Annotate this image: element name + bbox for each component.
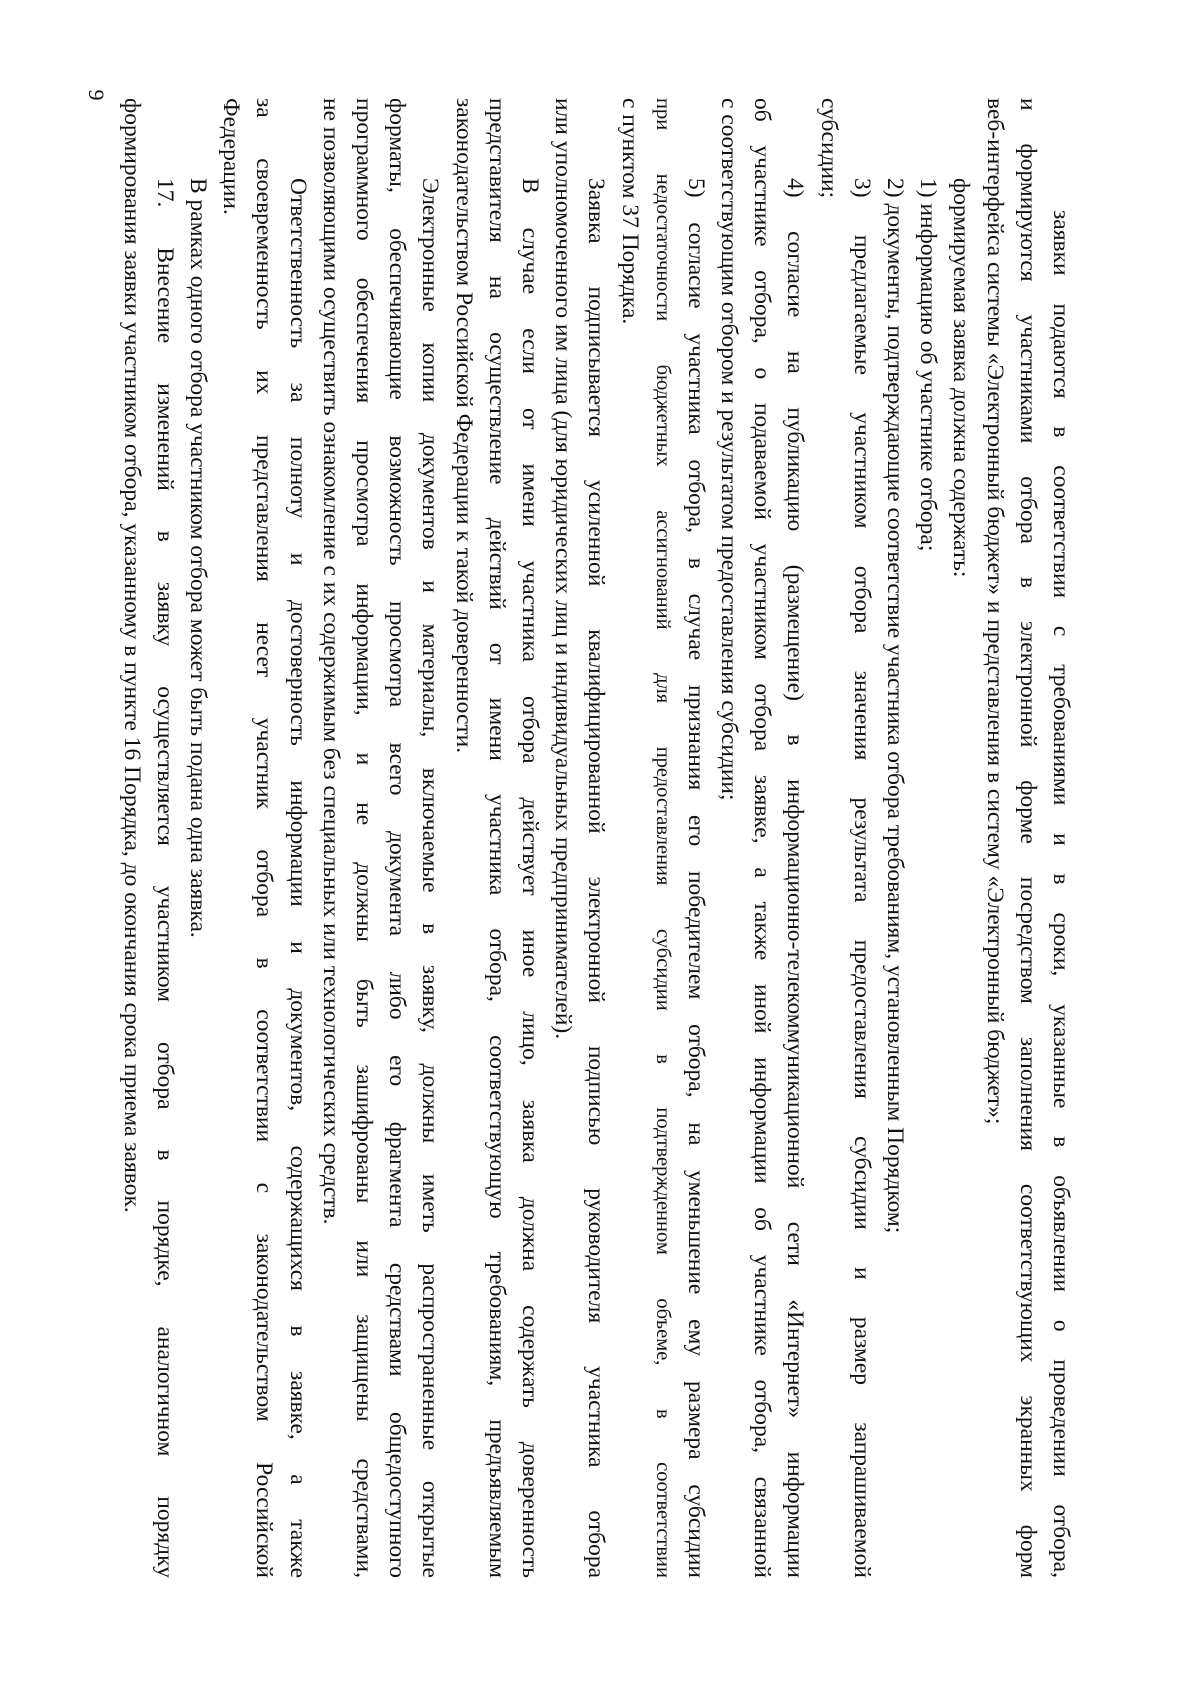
text-line: с пунктом 37 Порядка.: [616, 98, 643, 325]
text-line: за своевременность их представления несет участник отбора в соответствии с законодательством Российской: [251, 98, 278, 1578]
text-line: Заявка подписывается усиленной квалифицированной электронной подписью руководителя участника отбора: [583, 178, 610, 1578]
text-line: 2) документы, подтверждающие соответствие участника отбора требованиям, установленным Порядком;: [882, 178, 909, 1234]
text-line: представителя на осуществление действий от имени участника отбора, соответствующую требованиям, предъявляемым: [483, 98, 510, 1578]
text-line: 4) согласие на публикацию (размещение) в информационно-телекоммуникационной сети «Интернет» информации: [782, 178, 809, 1578]
text-line: заявки подаются в соответствии с требованиями и в сроки, указанные в объявлении о проведении отбора,: [1048, 210, 1074, 1578]
text-line: субсидии;: [815, 98, 842, 199]
text-line: Ответственность за полноту и достоверность информации и документов, содержащихся в заявке, а также: [284, 178, 311, 1578]
page-number: 9: [84, 89, 109, 101]
text-line: об участнике отбора, о подаваемой участником отбора заявке, а также иной информации об участнике отбора, связанной: [749, 98, 776, 1578]
text-line: или уполномоченного им лица (для юридических лиц и индивидуальных предпринимателей).: [550, 98, 577, 1040]
text-line: 5) согласие участника отбора, в случае признания его победителем отбора, на уменьшение ему размера субсидии: [682, 178, 709, 1578]
text-line: при недостаточности бюджетных ассигнований для предоставления субсидии в подтвержденном объеме, в соответствии: [651, 98, 674, 1578]
text-line: Электронные копии документов и материалы, включаемые в заявку, должны иметь распространенные открытые: [417, 178, 444, 1578]
text-line: 1) информацию об участнике отбора;: [915, 178, 942, 552]
text-line: 17. Внесение изменений в заявку осуществляется участником отбора в порядке, аналогичном порядку: [151, 178, 178, 1578]
text-line: веб-интерфейса системы «Электронный бюджет» и представления в систему «Электронный бюджет»;: [981, 98, 1008, 1125]
text-line: законодательством Российской Федерации к такой доверенности.: [450, 98, 477, 754]
document-body: [115, 98, 1077, 1578]
text-line: не позволяющими осуществить ознакомление с их содержимым без специальных или технологических средств.: [317, 98, 344, 1225]
text-line: с соответствующим отбором и результатом предоставления субсидии;: [716, 98, 743, 801]
text-line: форматы, обеспечивающие возможность просмотра всего документа либо его фрагмента средствами общедоступного: [384, 98, 411, 1578]
text-line: В случае если от имени участника отбора действует иное лицо, заявка должна содержать доверенность: [517, 178, 543, 1578]
text-line: формируемая заявка должна содержать:: [948, 178, 975, 578]
text-line: В рамках одного отбора участником отбора может быть подана одна заявка.: [185, 178, 212, 938]
text-line: программного обеспечения просмотра информации, и не должны быть зашифрованы или защищены средствами,: [351, 98, 378, 1578]
text-line: 3) предлагаемые участником отбора значения результата предоставления субсидии и размер запрашиваемой: [848, 178, 875, 1578]
text-line: Федерации.: [218, 98, 245, 215]
text-line: формирования заявки участником отбора, указанному в пункте 16 Порядка, до окончания срока приема заявок.: [118, 98, 145, 1213]
text-line: и формируются участниками отбора в электронной форме посредством заполнения соответствующих экранных форм: [1014, 98, 1041, 1578]
